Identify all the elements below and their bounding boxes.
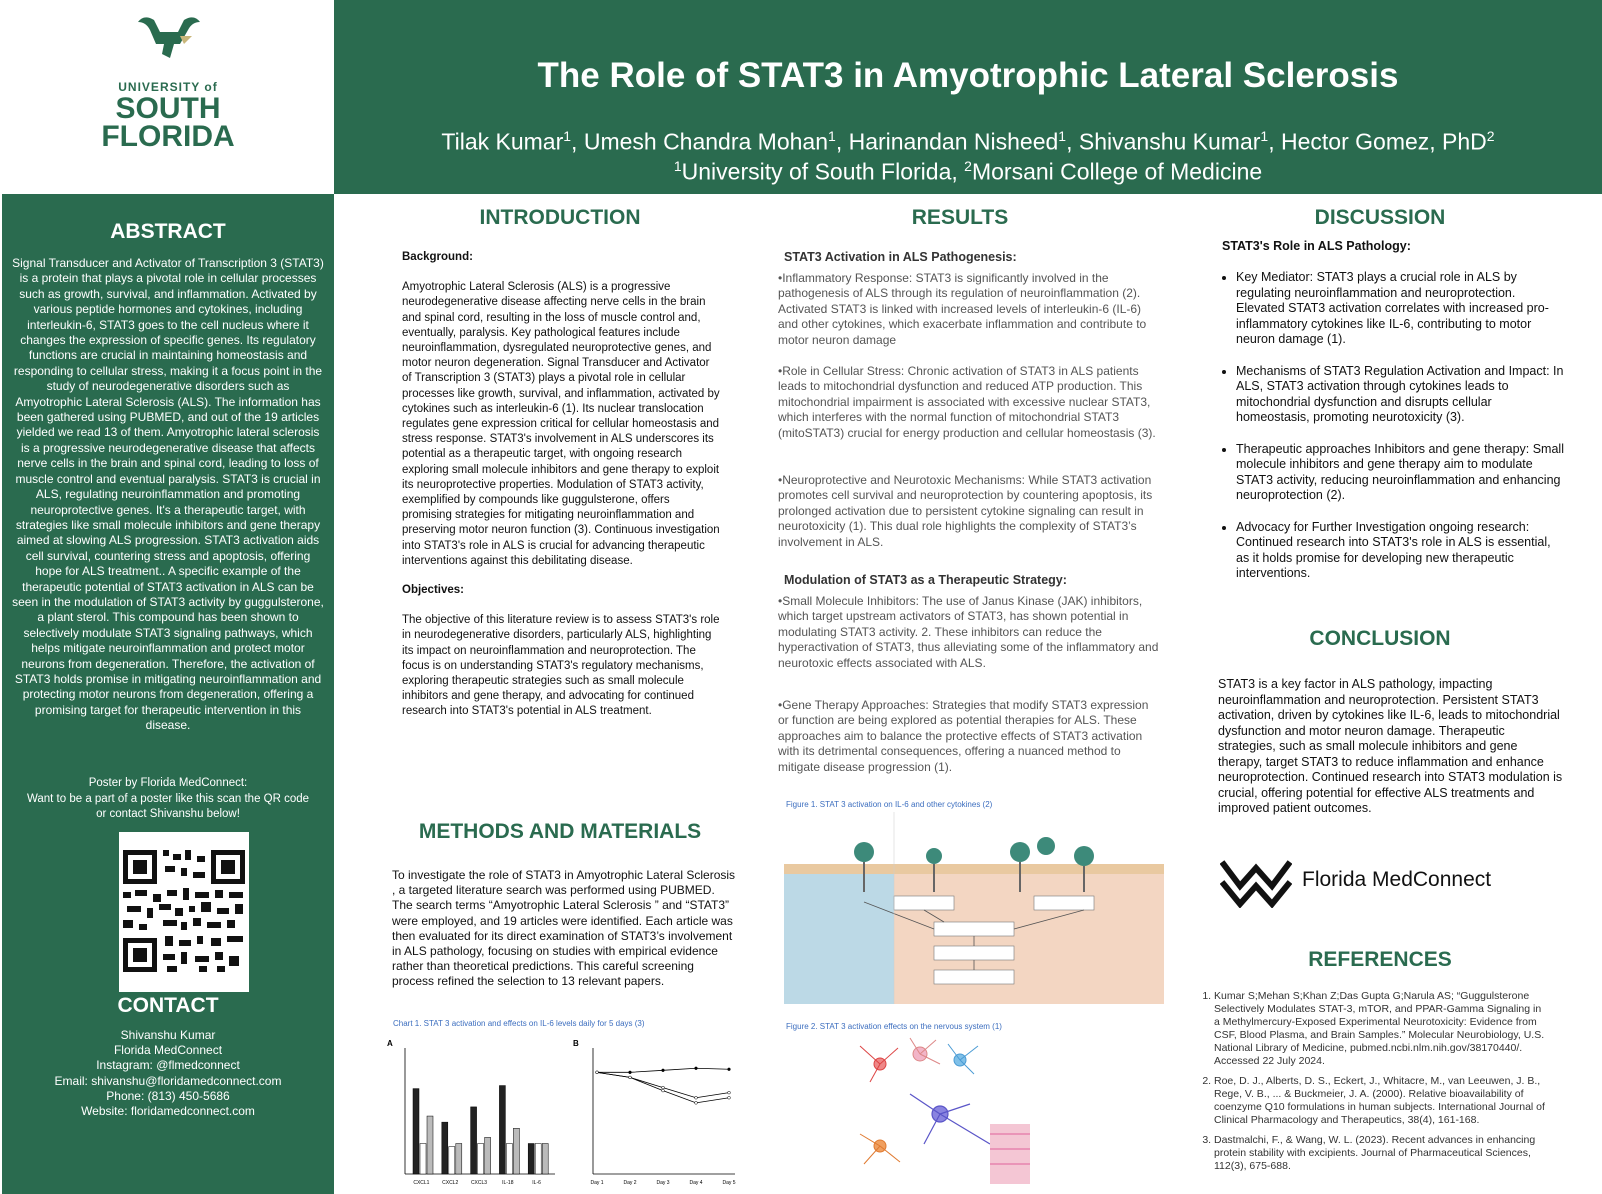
chart1-point: [695, 1067, 698, 1070]
qr-code[interactable]: [119, 832, 249, 992]
bull-icon: [134, 14, 204, 64]
chart1-a-tick-label: IL-18: [502, 1180, 514, 1186]
chart1-b-tick-label: Day 3: [656, 1180, 670, 1186]
chart1-panel-a-label: A: [387, 1039, 393, 1048]
fig2-muscle: [990, 1124, 1030, 1184]
fig2-neuron-red: [860, 1046, 898, 1082]
discussion-list: [1220, 270, 1565, 598]
contact-org: Florida MedConnect: [113, 1043, 223, 1058]
contact-email: Email: shivanshu@floridamedconnect.com: [54, 1073, 282, 1088]
university-small-text: UNIVERSITY of: [118, 80, 218, 94]
chart1-point: [695, 1101, 698, 1104]
chart1-point: [695, 1096, 698, 1099]
results-p5: •Gene Therapy Approaches: Strategies that modify STAT3 expression or function are being explored as potential therapies for ALS. These approaches aim to balance the protective effects of STAT3 activation with its detrimental consequences, offering a nuanced method to mitigate disease progression (1).: [778, 698, 1149, 774]
chart1-bar: [499, 1086, 505, 1174]
author-name: Shivanshu Kumar: [1078, 128, 1261, 155]
fig2-neuron-blue: [948, 1044, 978, 1074]
chart1-bar: [427, 1116, 433, 1174]
qr-note: Poster by Florida MedConnect: Want to be a part of a poster like this scan the QR code or contact Shivanshu below!: [26, 777, 310, 820]
conclusion-heading: CONCLUSION: [1309, 627, 1451, 650]
chart1-bar: [449, 1147, 455, 1174]
abstract-text: Signal Transducer and Activator of Transcription 3 (STAT3) is a protein that plays a pivotal role in cellular processes such as growth, survival, and inflammation. Activated by various peptide hormones and cytokines, including interleukin-6, STAT3 goes to the cell nucleus where it changes the expression of specific genes. Its regulatory functions are crucial in maintaining homeostasis and responding to cellular stress, making it a focus point in the study of neurodegenerative disorders such as Amyotrophic Lateral Sclerosis (ALS). The information has been gathered using PUBMED, and out of the 19 articles yielded we read 13 of them. Amyotrophic lateral sclerosis is a progressive neurodegenerative disease that affects nerve cells in the brain and spinal cord, leading to loss of muscle control and eventual paralysis. STAT3 is crucial in ALS, regulating neuroinflammation and promoting neuroprotective genes. It's a therapeutic target, with strategies like small molecule inhibitors and gene therapy aimed at slowing ALS progression. STAT3 activation aids cell survival, countering stress and apoptosis, offering hope for ALS treatment.. A specific example of the therapeutic potential of STAT3 activation in ALS can be seen in the modulation of STAT3 activity by guggulsterone, a plant sterol. This compound has been shown to selectively modulate STAT3 signaling pathways, which helps mitigate neuroinflammation and protect motor neurons from degeneration. Therefore, the activation of STAT3 holds promise in mitigating neuroinflammation and protecting motor neurons from degeneration, offering a promising target for therapeutic intervention in this disease.: [12, 256, 324, 733]
conclusion-text: STAT3 is a key factor in ALS pathology, impacting neuroinflammation and neuroprotection. Persistent STAT3 activation, driven by cytokines like IL-6, leads to mitochondrial dysfunction and motor neuron damage. Therapeutic strategies, such as small molecule inhibitors and gene therapy, target STAT3 to reduce inflammation and enhance neuroprotection. Continued research into STAT3 modulation is crucial, offering potential for effective ALS treatments and improved patient outcomes.: [1218, 677, 1563, 815]
results-p4: •Small Molecule Inhibitors: The use of Janus Kinase (JAK) inhibitors, which target upstream activators of STAT3, has shown potential in modulating STAT3 activity. 2. These inhibitors can reduce the hyperactivation of STAT3, thus alleviating some of the inflammatory and neurotoxic effects associated with ALS.: [778, 594, 1159, 670]
discussion-sub: STAT3's Role in ALS Pathology:: [1222, 239, 1411, 253]
chart1-point: [662, 1089, 665, 1092]
chart1-point: [596, 1071, 599, 1074]
fig2-neuron-orange: [860, 1134, 900, 1164]
chart1-b-tick-label: Day 1: [590, 1180, 604, 1186]
fig1-box: [934, 946, 1014, 960]
chart1-point: [629, 1071, 632, 1074]
chart1-bar: [413, 1089, 419, 1174]
chart1-bar: [535, 1144, 541, 1175]
author-name: Harinandan Nisheed: [848, 128, 1059, 155]
medconnect-brand-text: Florida MedConnect: [1302, 868, 1492, 891]
figure1-diagram: [784, 812, 1164, 1004]
chart1-figure: [383, 1034, 743, 1194]
chart1-a-tick-label: CXCL3: [470, 1180, 488, 1186]
poster-header: [334, 0, 1602, 194]
results-sub1: STAT3 Activation in ALS Pathogenesis:: [784, 250, 1017, 264]
chart1-bar: [506, 1144, 512, 1175]
chart1-point: [629, 1076, 632, 1079]
fig2-caption: Figure 2. STAT 3 activation effects on the nervous system (1): [786, 1022, 1002, 1031]
chart1-bar: [456, 1144, 462, 1175]
contact-instagram: Instagram: @flmedconnect: [96, 1058, 240, 1073]
results-p1: •Inflammatory Response: STAT3 is significantly involved in the pathogenesis of ALS through its regulation of neuroinflammation (2). Activated STAT3 is linked with increased levels of interleukin-6 (IL-6) and other cytokines, which exacerbate inflammation and contribute to motor neuron damage: [778, 271, 1147, 347]
florida-medconnect-logo: [1220, 856, 1580, 908]
chart1-bar: [478, 1144, 484, 1175]
background-text: Amyotrophic Lateral Sclerosis (ALS) is a progressive neurodegenerative disease affecting nerve cells in the brain and spinal cord, resulting in the loss of muscle control and, eventually, paralysis. Key pathological features include neuroinflammation, dysregulated neuroprotective genes, and motor neuron degeneration. Signal Transducer and Activator of Transcription 3 (STAT3) plays a pivotal role in cellular processes like growth, survival, and inflammation, activated by cytokines such as interleukin-6 (1). Its nuclear translocation regulates gene expression critical for cellular homeostasis and stress response. STAT3's involvement in ALS underscores its potential as a therapeutic target, with ongoing research exploring small molecule inhibitors and gene therapy to exploit its neuroprotective properties. Modulation of STAT3 activity, exemplified by compounds like guggulsterone, offers promising strategies for mitigating neuroinflammation and preserving motor neuron function (3). Continuous investigation into STAT3's role in ALS is crucial for advancing therapeutic interventions against this debilitating disease.: [402, 281, 720, 567]
contact-heading: CONTACT: [117, 994, 219, 1017]
objectives-label: Objectives:: [402, 584, 464, 597]
fig2-neuron-purple: [910, 1094, 990, 1144]
references-list: [1196, 990, 1548, 1180]
contact-phone: Phone: (813) 450-5686: [106, 1088, 230, 1103]
chart1-a-tick-label: CXCL1: [413, 1180, 430, 1186]
chart1-a-bars: [413, 1086, 548, 1174]
discussion-item: • Key Mediator: STAT3 plays a crucial role in ALS by regulating neuroinflammation and neuroprotection. Elevated STAT3 activation correlates with increased pro-inflammatory cytokines like IL-6, contributing to motor neuron damage (1).: [1236, 270, 1565, 348]
methods-heading: METHODS AND MATERIALS: [418, 820, 702, 843]
fig1-membrane: [784, 864, 1164, 874]
chart1-point: [662, 1086, 665, 1089]
chart1-panel-b-label: B: [573, 1039, 579, 1048]
usf-logo: [2, 0, 334, 194]
university-line2: FLORIDA: [101, 120, 235, 153]
chart1-b-tick-label: Day 4: [689, 1180, 703, 1186]
university-line1: SOUTH: [115, 92, 221, 125]
reference-item: 1. Kumar S;Mehan S;Khan Z;Das Gupta G;Narula AS; “Guggulsterone Selectively Modulates STAT-3, mTOR, and PPAR-Gamma Signaling in a Methylmercury-Exposed Experimental Neurotoxicity: Evidence from CSF, Blood Plasma, and Brain Samples.” Molecular Neurobiology, U.S. National Library of Medicine, pubmed.ncbi.nlm.nih.gov/38170440/. Accessed 22 July 2024.: [1214, 990, 1548, 1068]
fig1-receptors: [854, 837, 1094, 866]
fig2-neuron-pink: [910, 1038, 940, 1064]
chart1-bar: [528, 1144, 534, 1175]
background-label: Background:: [402, 251, 473, 263]
introduction-heading: INTRODUCTION: [479, 206, 641, 229]
fig1-box: [934, 970, 1014, 984]
chart1-bar: [420, 1144, 426, 1175]
chart1-bar: [513, 1128, 519, 1174]
fig1-box: [1034, 896, 1094, 910]
discussion-heading: DISCUSSION: [1314, 206, 1446, 229]
results-p3: •Neuroprotective and Neurotoxic Mechanisms: While STAT3 activation promotes cell survival and neuroprotection by countering apoptosis, its prolonged activation due to persistent cytokine signaling can result in neurotoxicity (1). This dual role highlights the complexity of STAT3’s involvement in ALS.: [778, 473, 1153, 549]
figure2-diagram: [840, 1034, 1040, 1194]
chart1-a-tick-label: IL-6: [532, 1180, 541, 1186]
methods-text: To investigate the role of STAT3 in Amyotrophic Lateral Sclerosis , a targeted literature search was performed using PUBMED. The search terms “Amyotrophic Lateral Sclerosis ” and “STAT3” were employed, and 19 articles were identified. Each article was then evaluated for its direct examination of STAT3’s involvement in ALS pathology, focusing on studies with empirical evidence rather than theoretical predictions. This careful screening process refined the selection to 13 relevant papers.: [392, 868, 736, 989]
author-name: Umesh Chandra Mohan: [583, 128, 829, 155]
chart1-point: [728, 1096, 731, 1099]
chart1-bar: [471, 1107, 477, 1174]
discussion-item: • Advocacy for Further Investigation ongoing research: Continued research into STAT3's role in ALS is essential, as it holds promise for developing new therapeutic interventions.: [1236, 520, 1565, 582]
discussion-item: • Mechanisms of STAT3 Regulation Activation and Impact: In ALS, STAT3 activation through cytokines leads to mitochondrial dysfunction and disrupts cellular homeostasis, promoting neurotoxicity (3).: [1236, 364, 1565, 426]
medconnect-mark-icon: [1220, 856, 1292, 908]
reference-item: 3. Dastmalchi, F., & Wang, W. L. (2023). Recent advances in enhancing protein stability with excipients. Journal of Pharmaceutical Sciences, 112(3), 675-688.: [1214, 1134, 1548, 1173]
objectives-text: The objective of this literature review is to assess STAT3's role in neurodegenerative disorders, particularly ALS, highlighting its impact on neuroinflammation and neuroprotection. The focus is on understanding STAT3's regulatory mechanisms, exploring therapeutic strategies such as small molecule inhibitors and gene therapy, and advocating for continued research into STAT3's potential in ALS treatment.: [402, 614, 720, 718]
chart1-point: [662, 1069, 665, 1072]
fig1-box: [894, 896, 954, 910]
chart1-line: [597, 1072, 729, 1097]
author-name: Tilak Kumar: [441, 128, 564, 155]
chart1-bar: [542, 1144, 548, 1175]
chart1-b-lines: [596, 1067, 731, 1104]
affiliations: $^1$University of South Florida, $^2$Morsani College of Medicine: [673, 158, 1263, 185]
fig1-box: [934, 922, 1014, 936]
qr-code-icon: [119, 832, 249, 992]
abstract-heading: ABSTRACT: [110, 220, 226, 243]
fig1-caption: Figure 1. STAT 3 activation on IL-6 and other cytokines (2): [786, 800, 993, 809]
discussion-item: • Therapeutic approaches Inhibitors and gene therapy: Small molecule inhibitors and gene therapy aim to modulate STAT3 activity, reducing neuroinflammation and enhancing neuroprotection (2).: [1236, 442, 1565, 504]
chart1-point: [728, 1091, 731, 1094]
contact-info: [2, 1028, 334, 1119]
chart1-bar: [442, 1122, 448, 1174]
fig1-panel-a-bg: [784, 872, 894, 1004]
contact-name: Shivanshu Kumar: [120, 1028, 216, 1042]
chart1-a-tick-label: CXCL2: [442, 1180, 459, 1186]
chart1-b-tick-label: Day 5: [722, 1180, 736, 1186]
results-heading: RESULTS: [911, 206, 1009, 229]
chart1-b-categories: [590, 1180, 735, 1186]
chart1-b-tick-label: Day 2: [623, 1180, 637, 1186]
chart1-caption: Chart 1. STAT 3 activation and effects on IL-6 levels daily for 5 days (3): [393, 1019, 645, 1028]
author-list: Tilak Kumar$^1$, Umesh Chandra Mohan$^1$, Harinandan Nisheed$^1$, Shivanshu Kumar$^1$, Hector Gomez, PhD$^2$: [441, 128, 1495, 155]
poster-title: The Role of STAT3 in Amyotrophic Lateral Sclerosis: [537, 56, 1399, 95]
author-name: Hector Gomez, PhD: [1281, 128, 1487, 155]
results-p2: •Role in Cellular Stress: Chronic activation of STAT3 in ALS patients leads to mitochondrial dysfunction and reduced ATP production. This mitochondrial impairment is associated with excessive nuclear STAT3, which interferes with the normal function of mitochondrial STAT3 (mitoSTAT3) crucial for energy production and cellular homeostasis (3).: [778, 364, 1156, 440]
chart1-bar: [485, 1137, 491, 1174]
results-sub2: Modulation of STAT3 as a Therapeutic Strategy:: [784, 573, 1067, 587]
contact-website: Website: floridamedconnect.com: [81, 1104, 255, 1119]
references-heading: REFERENCES: [1308, 948, 1452, 971]
reference-item: 2. Roe, D. J., Alberts, D. S., Eckert, J., Whitacre, M., van Leeuwen, J. B., Rege, V. B., ... & Buckmeier, J. A. (2000). Relative bioavailability of coenzyme Q10 formulations in human subjects. International Journal of Clinical Pharmacology and Therapeutics, 38(4), 161-168.: [1214, 1075, 1548, 1127]
chart1-a-categories: [413, 1180, 541, 1186]
chart1-point: [728, 1068, 731, 1071]
introduction-body: [402, 250, 720, 720]
left-sidebar: [2, 194, 334, 1194]
